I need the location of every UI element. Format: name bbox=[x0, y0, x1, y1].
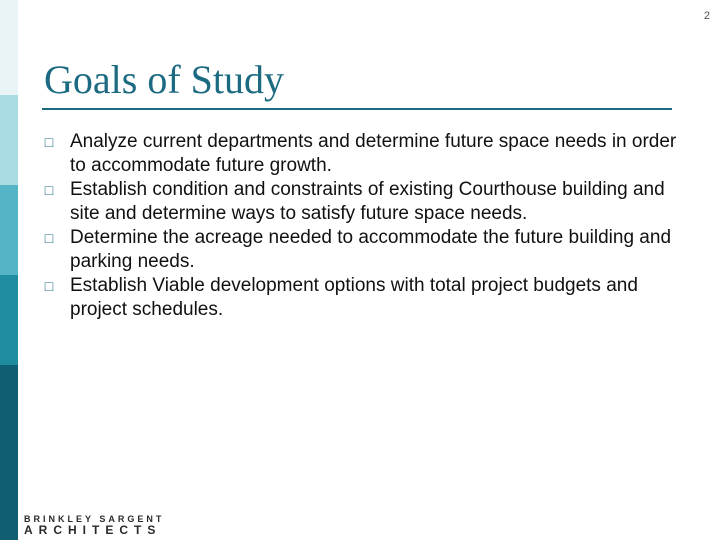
left-strip-band-4 bbox=[0, 275, 18, 365]
bullet-list bbox=[42, 130, 682, 322]
bullet-text: Establish condition and constraints of existing Courthouse building and site and determine ways to satisfy future space needs. bbox=[70, 179, 665, 224]
title-underline bbox=[42, 108, 672, 110]
bullet-text: Analyze current departments and determine future space needs in order to accommodate future growth. bbox=[70, 131, 677, 176]
left-strip-band-2 bbox=[0, 95, 18, 185]
hollow-square-bullet-icon: □ bbox=[44, 134, 54, 150]
bullet-item bbox=[42, 274, 682, 322]
bullet-item bbox=[42, 226, 682, 274]
left-strip-band-3 bbox=[0, 185, 18, 275]
slide-title: Goals of Study bbox=[44, 57, 284, 102]
left-strip-band-5 bbox=[0, 365, 18, 540]
left-strip-band-1 bbox=[0, 0, 18, 95]
page-number: 2 bbox=[703, 10, 710, 22]
bullet-text: Establish Viable development options with total project budgets and project schedules. bbox=[70, 275, 638, 320]
bullet-text: Determine the acreage needed to accommodate the future building and parking needs. bbox=[70, 227, 672, 272]
company-logo bbox=[24, 514, 165, 537]
bullet-item bbox=[42, 130, 682, 178]
logo-line-architects: ARCHITECTS bbox=[24, 523, 162, 537]
logo-line-firm-name: BRINKLEY SARGENT bbox=[24, 514, 165, 524]
hollow-square-bullet-icon: □ bbox=[44, 230, 54, 246]
hollow-square-bullet-icon: □ bbox=[44, 182, 54, 198]
hollow-square-bullet-icon: □ bbox=[44, 278, 54, 294]
bullet-item bbox=[42, 178, 682, 226]
